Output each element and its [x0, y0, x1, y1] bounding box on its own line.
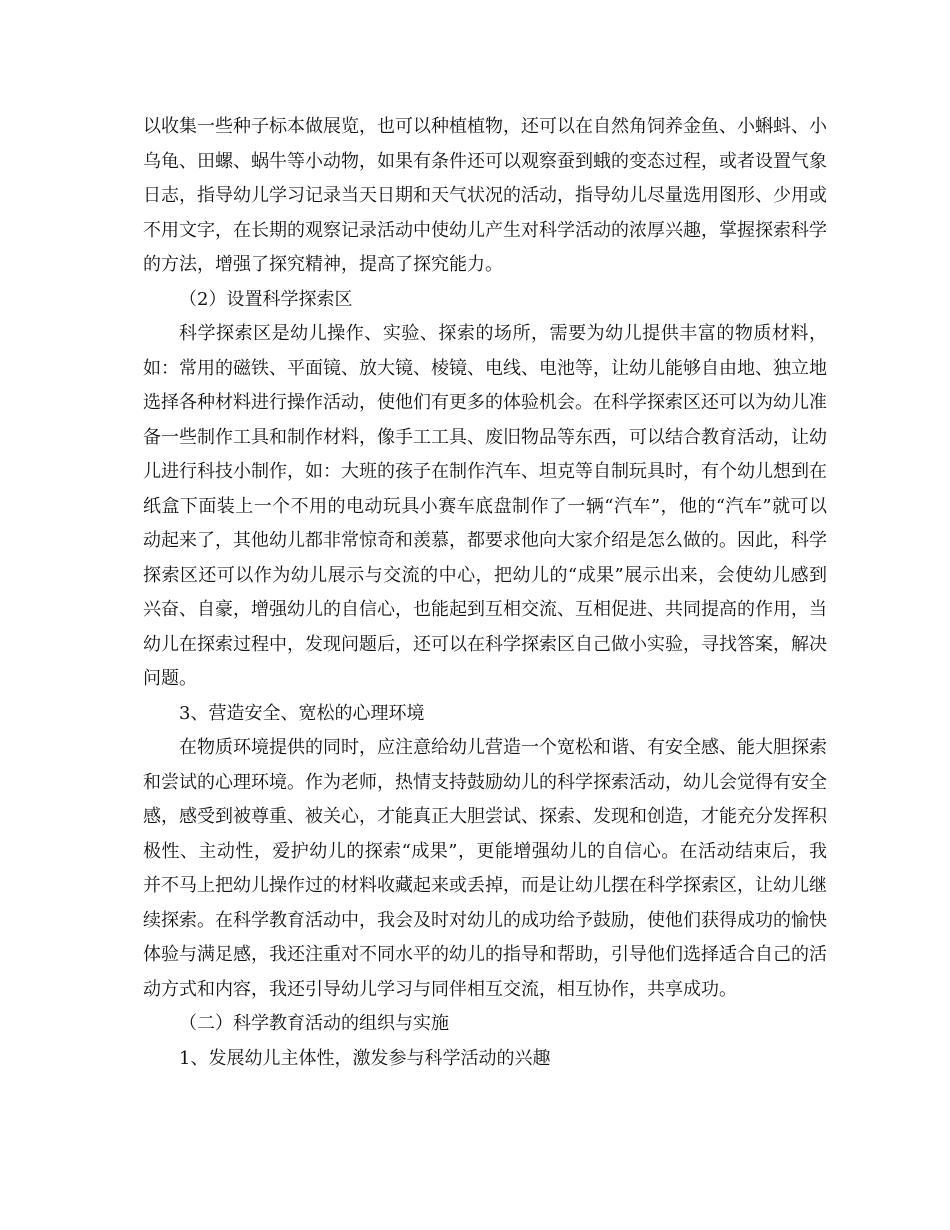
section-heading-psychological-environment: 3、营造安全、宽松的心理环境 [179, 702, 425, 724]
paragraph-continued: 以收集一些种子标本做展览，也可以种植植物，还可以在自然角饲养金鱼、小蝌蚪、小乌龟、田螺、蜗牛等小动物，如果有条件还可以观察蚕到蛾的变态过程，或者设置气象日志，指导幼儿学习记录当天日期和天气状况的活动，指导幼儿尽量选用图形、少用或不用文字，在长期的观察记录活动中使幼儿产生对科学活动的浓厚兴趣，掌握探索科学的方法，增强了探究精神，提高了探究能力。 [143, 116, 827, 275]
paragraph-science-exploration-area: 科学探索区是幼儿操作、实验、探索的场所，需要为幼儿提供丰富的物质材料，如：常用的磁铁、平面镜、放大镜、棱镜、电线、电池等，让幼儿能够自由地、独立地选择各种材料进行操作活动，使他们有更多的体验机会。在科学探索区还可以为幼儿准备一些制作工具和制作材料，像手工工具、废旧物品等东西，可以结合教育活动，让幼儿进行科技小制作，如：大班的孩子在制作汽车、坦克等自制玩具时，有个幼儿想到在纸盒下面装上一个不用的电动玩具小赛车底盘制作了一辆“汽车”，他的“汽车”就可以动起来了，其他幼儿都非常惊奇和羡慕，都要求他向大家介绍是怎么做的。因此，科学探索区还可以作为幼儿展示与交流的中心，把幼儿的“成果”展示出来，会使幼儿感到兴奋、自豪，增强幼儿的自信心，也能起到互相交流、互相促进、共同提高的作用，当幼儿在探索过程中，发现问题后，还可以在科学探索区自己做小实验，寻找答案，解决问题。 [143, 323, 827, 689]
document-body [143, 110, 827, 1076]
section-heading-organization-implementation: （二）科学教育活动的组织与实施 [179, 1013, 449, 1034]
section-heading-child-subjectivity: 1、发展幼儿主体性，激发参与科学活动的兴趣 [179, 1047, 551, 1069]
paragraph-psychological-environment: 在物质环境提供的同时，应注意给幼儿营造一个宽松和谐、有安全感、能大胆探索和尝试的心理环境。作为老师，热情支持鼓励幼儿的科学探索活动，幼儿会觉得有安全感，感受到被尊重、被关心，才能真正大胆尝试、探索、发现和创造，才能充分发挥积极性、主动性，爱护幼儿的探索“成果”，更能增强幼儿的自信心。在活动结束后，我并不马上把幼儿操作过的材料收藏起来或丢掉，而是让幼儿摆在科学探索区，让幼儿继续探索。在科学教育活动中，我会及时对幼儿的成功给予鼓励，使他们获得成功的愉快体验与满足感，我还注重对不同水平的幼儿的指导和帮助，引导他们选择适合自己的活动方式和内容，我还引导幼儿学习与同伴相互交流，相互协作，共享成功。 [143, 737, 827, 1000]
section-heading-science-exploration-area: （2）设置科学探索区 [179, 288, 353, 310]
